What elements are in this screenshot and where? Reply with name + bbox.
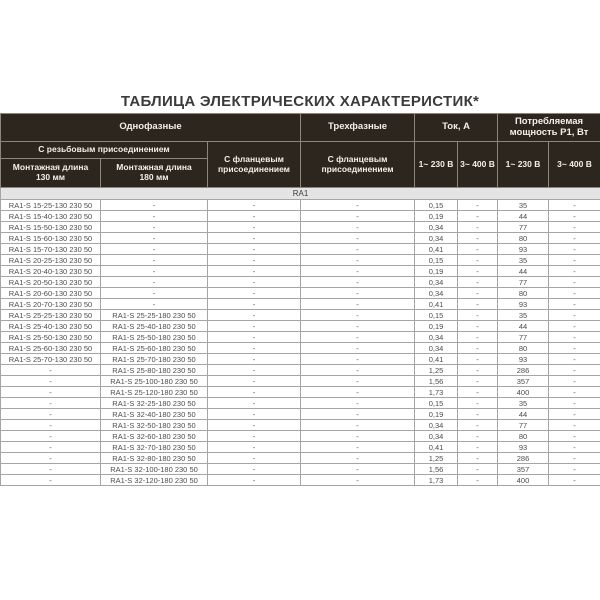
table-row <box>1 321 600 332</box>
table-cell: - <box>458 200 498 211</box>
table-cell: - <box>301 244 415 255</box>
table-cell: RA1-S 20-25-130 230 50 <box>1 255 101 266</box>
table-cell: - <box>208 277 301 288</box>
table-cell: RA1-S 32-100-180 230 50 <box>101 464 208 475</box>
table-cell: 0,34 <box>415 233 458 244</box>
table-cell: - <box>1 365 101 376</box>
table-cell: RA1-S 25-60-180 230 50 <box>101 343 208 354</box>
table-cell: - <box>458 475 498 486</box>
table-row <box>1 299 600 310</box>
table-cell: RA1-S 25-80-180 230 50 <box>101 365 208 376</box>
table-cell: 0,34 <box>415 343 458 354</box>
table-cell: RA1-S 15-50-130 230 50 <box>1 222 101 233</box>
table-cell: RA1-S 25-70-180 230 50 <box>101 354 208 365</box>
table-cell: 1,25 <box>415 365 458 376</box>
table-cell: - <box>301 343 415 354</box>
table-cell: RA1-S 25-50-130 230 50 <box>1 332 101 343</box>
table-cell: RA1-S 15-70-130 230 50 <box>1 244 101 255</box>
table-cell: - <box>458 387 498 398</box>
table-cell: 44 <box>498 211 549 222</box>
header-current-230: 1~ 230 В <box>415 142 458 188</box>
table-cell: - <box>1 475 101 486</box>
table-cell: - <box>301 409 415 420</box>
table-cell: - <box>208 387 301 398</box>
table-cell: - <box>101 244 208 255</box>
mount-130-line2: 130 мм <box>35 172 66 182</box>
table-cell: - <box>301 420 415 431</box>
table-row <box>1 475 600 486</box>
table-cell: 400 <box>498 475 549 486</box>
table-cell: - <box>1 376 101 387</box>
table-row <box>1 310 600 321</box>
table-cell: - <box>458 211 498 222</box>
table-cell: - <box>458 255 498 266</box>
table-cell: - <box>458 321 498 332</box>
table-cell: - <box>549 200 600 211</box>
table-cell: - <box>208 222 301 233</box>
series-band-row <box>1 188 600 200</box>
table-cell: - <box>549 398 600 409</box>
table-cell: - <box>458 464 498 475</box>
table-cell: 0,19 <box>415 321 458 332</box>
table-cell: RA1-S 25-25-130 230 50 <box>1 310 101 321</box>
table-cell: - <box>301 321 415 332</box>
table-cell: - <box>549 222 600 233</box>
table-row <box>1 365 600 376</box>
table-row <box>1 255 600 266</box>
table-cell: 80 <box>498 233 549 244</box>
table-cell: RA1-S 32-50-180 230 50 <box>101 420 208 431</box>
mount-130-line1: Монтажная длина <box>12 162 89 173</box>
table-cell: RA1-S 32-25-180 230 50 <box>101 398 208 409</box>
table-row <box>1 200 600 211</box>
table-cell: - <box>1 398 101 409</box>
table-cell: 0,34 <box>415 420 458 431</box>
table-cell: - <box>458 222 498 233</box>
table-cell: - <box>549 354 600 365</box>
table-row <box>1 376 600 387</box>
table-cell: - <box>301 464 415 475</box>
table-cell: RA1-S 32-60-180 230 50 <box>101 431 208 442</box>
header-single-phase: Однофазные <box>1 114 301 142</box>
table-cell: - <box>208 420 301 431</box>
table-cell: 35 <box>498 255 549 266</box>
table-row <box>1 420 600 431</box>
table-cell: 77 <box>498 277 549 288</box>
header-mount-130 <box>1 159 101 188</box>
table-cell: - <box>101 233 208 244</box>
table-cell: - <box>101 211 208 222</box>
table-cell: - <box>208 332 301 343</box>
table-cell: - <box>458 343 498 354</box>
table-cell: 0,19 <box>415 266 458 277</box>
table-cell: RA1-S 15-40-130 230 50 <box>1 211 101 222</box>
table-cell: - <box>208 299 301 310</box>
table-cell: - <box>549 310 600 321</box>
table-cell: RA1-S 20-60-130 230 50 <box>1 288 101 299</box>
table-row <box>1 211 600 222</box>
table-cell: RA1-S 32-120-180 230 50 <box>101 475 208 486</box>
table-cell: RA1-S 25-60-130 230 50 <box>1 343 101 354</box>
table-cell: - <box>458 453 498 464</box>
table-cell: 1,56 <box>415 464 458 475</box>
table-cell: 93 <box>498 244 549 255</box>
table-cell: - <box>101 222 208 233</box>
table-cell: 0,15 <box>415 200 458 211</box>
table-cell: - <box>301 288 415 299</box>
table-row <box>1 222 600 233</box>
table-cell: - <box>208 442 301 453</box>
table-cell: 0,15 <box>415 398 458 409</box>
table-cell: RA1-S 25-40-130 230 50 <box>1 321 101 332</box>
table-cell: 0,34 <box>415 288 458 299</box>
table-cell: - <box>101 266 208 277</box>
table-cell: - <box>458 398 498 409</box>
header-mount-180 <box>101 159 208 188</box>
table-cell: - <box>1 464 101 475</box>
table-cell: - <box>208 233 301 244</box>
table-cell: - <box>549 365 600 376</box>
table-cell: - <box>101 255 208 266</box>
header-row-connection <box>1 142 600 159</box>
table-cell: - <box>208 266 301 277</box>
table-cell: - <box>549 475 600 486</box>
table-body <box>1 200 600 486</box>
table-cell: - <box>301 332 415 343</box>
table-cell: - <box>458 288 498 299</box>
table-cell: - <box>301 442 415 453</box>
header-three-phase: Трехфазные <box>301 114 415 142</box>
table-cell: - <box>301 211 415 222</box>
table-cell: - <box>458 332 498 343</box>
table-cell: - <box>549 442 600 453</box>
table-cell: - <box>458 376 498 387</box>
table-cell: - <box>301 431 415 442</box>
table-cell: - <box>208 365 301 376</box>
table-cell: 286 <box>498 453 549 464</box>
table-cell: - <box>301 453 415 464</box>
table-cell: RA1-S 32-80-180 230 50 <box>101 453 208 464</box>
table-cell: 80 <box>498 343 549 354</box>
table-cell: RA1-S 25-70-130 230 50 <box>1 354 101 365</box>
table-cell: - <box>549 299 600 310</box>
table-cell: - <box>1 431 101 442</box>
table-cell: - <box>458 442 498 453</box>
table-cell: RA1-S 32-70-180 230 50 <box>101 442 208 453</box>
table-cell: 93 <box>498 299 549 310</box>
table-row <box>1 332 600 343</box>
table-cell: - <box>549 376 600 387</box>
table-cell: - <box>101 288 208 299</box>
table-cell: 0,41 <box>415 299 458 310</box>
table-cell: 1,73 <box>415 387 458 398</box>
table-cell: 44 <box>498 409 549 420</box>
table-cell: 286 <box>498 365 549 376</box>
header-power: Потребляемая мощность P1, Вт <box>498 114 600 142</box>
table-cell: 0,41 <box>415 244 458 255</box>
header-row-groups <box>1 114 600 142</box>
table-cell: RA1-S 25-100-180 230 50 <box>101 376 208 387</box>
table-cell: - <box>549 343 600 354</box>
mount-180-line2: 180 мм <box>139 172 169 182</box>
table-row <box>1 398 600 409</box>
table-cell: - <box>458 431 498 442</box>
table-cell: RA1-S 25-25-180 230 50 <box>101 310 208 321</box>
table-cell: - <box>208 453 301 464</box>
table-row <box>1 354 600 365</box>
table-cell: - <box>301 475 415 486</box>
table-cell: - <box>549 332 600 343</box>
table-row <box>1 453 600 464</box>
table-cell: - <box>1 387 101 398</box>
table-cell: 0,41 <box>415 442 458 453</box>
table-cell: - <box>301 387 415 398</box>
table-cell: - <box>301 222 415 233</box>
table-row <box>1 464 600 475</box>
table-cell: - <box>549 409 600 420</box>
table-cell: RA1-S 20-50-130 230 50 <box>1 277 101 288</box>
table-cell: 80 <box>498 431 549 442</box>
electrical-characteristics-table <box>0 113 600 486</box>
table-cell: - <box>549 321 600 332</box>
header-flanged-three: С фланцевым присоединением <box>301 142 415 188</box>
table-cell: 0,34 <box>415 332 458 343</box>
table-cell: 77 <box>498 420 549 431</box>
table-cell: - <box>549 255 600 266</box>
table-cell: - <box>301 200 415 211</box>
table-cell: - <box>458 233 498 244</box>
header-flanged-single: С фланцевым присоединением <box>208 142 301 188</box>
table-cell: - <box>1 442 101 453</box>
header-current: Ток, А <box>415 114 498 142</box>
table-cell: - <box>549 464 600 475</box>
series-label: RA1 <box>1 188 600 200</box>
table-cell: - <box>549 453 600 464</box>
table-cell: - <box>208 211 301 222</box>
table-cell: - <box>208 409 301 420</box>
table-cell: - <box>301 365 415 376</box>
table-cell: - <box>458 244 498 255</box>
table-cell: 93 <box>498 442 549 453</box>
table-row <box>1 431 600 442</box>
table-cell: - <box>301 266 415 277</box>
table-cell: - <box>208 288 301 299</box>
table-cell: 0,15 <box>415 310 458 321</box>
table-cell: - <box>458 310 498 321</box>
table-cell: - <box>208 200 301 211</box>
table-cell: RA1-S 15-25-130 230 50 <box>1 200 101 211</box>
mount-180-line1: Монтажная длина <box>116 162 192 173</box>
table-row <box>1 343 600 354</box>
table-cell: - <box>458 409 498 420</box>
table-cell: - <box>208 310 301 321</box>
header-threaded-connection: С резьбовым присоединением <box>1 142 208 159</box>
table-cell: 1,56 <box>415 376 458 387</box>
table-cell: - <box>549 288 600 299</box>
table-cell: - <box>301 398 415 409</box>
table-cell: - <box>1 420 101 431</box>
table-cell: - <box>208 475 301 486</box>
table-cell: 44 <box>498 266 549 277</box>
table-header <box>1 114 600 188</box>
table-cell: RA1-S 25-120-180 230 50 <box>101 387 208 398</box>
table-row <box>1 288 600 299</box>
table-cell: 0,34 <box>415 431 458 442</box>
table-cell: - <box>549 244 600 255</box>
table-cell: 0,15 <box>415 255 458 266</box>
table-cell: - <box>549 420 600 431</box>
table-cell: RA1-S 20-70-130 230 50 <box>1 299 101 310</box>
table-cell: 0,19 <box>415 409 458 420</box>
table-cell: - <box>101 200 208 211</box>
table-cell: 357 <box>498 464 549 475</box>
table-cell: - <box>208 464 301 475</box>
table-cell: - <box>101 277 208 288</box>
table-cell: - <box>458 277 498 288</box>
table-cell: 77 <box>498 222 549 233</box>
table-cell: - <box>301 277 415 288</box>
table-cell: - <box>458 299 498 310</box>
table-cell: 93 <box>498 354 549 365</box>
table-cell: - <box>301 354 415 365</box>
table-cell: - <box>458 420 498 431</box>
table-cell: 0,34 <box>415 222 458 233</box>
table-cell: 35 <box>498 310 549 321</box>
table-row <box>1 387 600 398</box>
table-cell: 80 <box>498 288 549 299</box>
table-cell: RA1-S 32-40-180 230 50 <box>101 409 208 420</box>
page-title: ТАБЛИЦА ЭЛЕКТРИЧЕСКИХ ХАРАКТЕРИСТИК* <box>120 93 480 110</box>
table-cell: RA1-S 25-40-180 230 50 <box>101 321 208 332</box>
table-row <box>1 277 600 288</box>
table-cell: - <box>301 233 415 244</box>
table-cell: - <box>458 354 498 365</box>
table-cell: - <box>301 376 415 387</box>
table-cell: - <box>549 266 600 277</box>
header-current-400: 3~ 400 В <box>458 142 498 188</box>
table-cell: 357 <box>498 376 549 387</box>
table-cell: 1,25 <box>415 453 458 464</box>
table-cell: 35 <box>498 398 549 409</box>
table-row <box>1 244 600 255</box>
table-cell: - <box>549 387 600 398</box>
table-cell: - <box>301 299 415 310</box>
table-cell: - <box>549 431 600 442</box>
table-cell: - <box>1 409 101 420</box>
table-cell: 1,73 <box>415 475 458 486</box>
table-cell: 44 <box>498 321 549 332</box>
table-cell: - <box>208 354 301 365</box>
header-power-230: 1~ 230 В <box>498 142 549 188</box>
table-cell: - <box>301 310 415 321</box>
table-cell: - <box>301 255 415 266</box>
table-cell: RA1-S 15-60-130 230 50 <box>1 233 101 244</box>
table-cell: RA1-S 20-40-130 230 50 <box>1 266 101 277</box>
table-cell: 0,41 <box>415 354 458 365</box>
table-cell: 400 <box>498 387 549 398</box>
table-cell: 35 <box>498 200 549 211</box>
table-cell: - <box>208 343 301 354</box>
table-cell: - <box>208 398 301 409</box>
table-cell: - <box>458 365 498 376</box>
table-row <box>1 233 600 244</box>
table-cell: 0,19 <box>415 211 458 222</box>
table-cell: - <box>208 321 301 332</box>
table-row <box>1 266 600 277</box>
table-cell: - <box>458 266 498 277</box>
table-cell: 77 <box>498 332 549 343</box>
table-cell: - <box>208 255 301 266</box>
table-cell: - <box>549 233 600 244</box>
table-cell: - <box>1 453 101 464</box>
table-cell: 0,34 <box>415 277 458 288</box>
table-row <box>1 409 600 420</box>
table-cell: - <box>208 244 301 255</box>
table-cell: - <box>208 431 301 442</box>
table-cell: - <box>549 277 600 288</box>
table-cell: RA1-S 25-50-180 230 50 <box>101 332 208 343</box>
table-row <box>1 442 600 453</box>
header-power-400: 3~ 400 В <box>549 142 600 188</box>
table-cell: - <box>208 376 301 387</box>
table-cell: - <box>101 299 208 310</box>
table-cell: - <box>549 211 600 222</box>
